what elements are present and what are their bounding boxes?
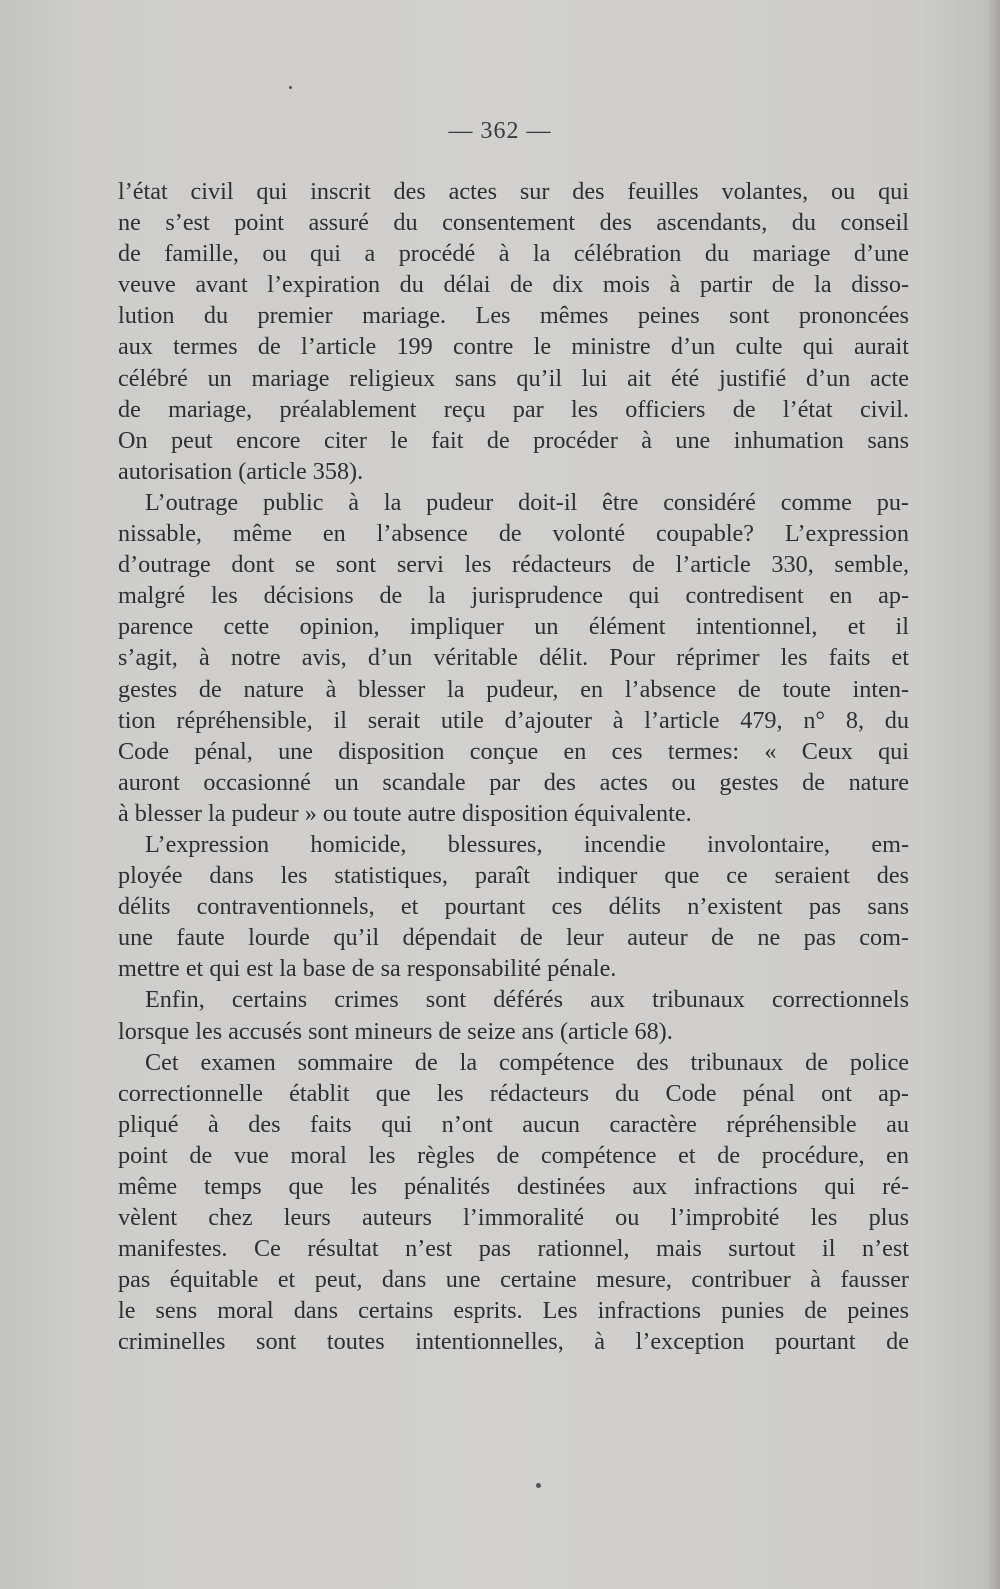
text-line: pliqué à des faits qui n’ont aucun caractère répréhensible au — [118, 1110, 909, 1138]
text-line: lorsque les accusés sont mineurs de seize ans (article 68). — [118, 1017, 673, 1045]
text-line: malgré les décisions de la jurisprudence qui contredisent en ap- — [118, 582, 909, 610]
text-line: manifestes. Ce résultat n’est pas rationnel, mais surtout il n’est — [118, 1235, 909, 1263]
text-line: nissable, même en l’absence de volonté coupable? L’expression — [118, 520, 909, 548]
text-line: veuve avant l’expiration du délai de dix mois à partir de la disso- — [118, 271, 909, 299]
text-line: correctionnelle établit que les rédacteurs du Code pénal ont ap- — [118, 1079, 909, 1107]
ink-speck — [536, 1483, 541, 1488]
text-line: gestes de nature à blesser la pudeur, en l’absence de toute inten- — [118, 675, 909, 703]
text-line: autorisation (article 358). — [118, 457, 364, 485]
text-line: s’agit, à notre avis, d’un véritable délit. Pour réprimer les faits et — [118, 644, 909, 672]
text-line: pas équitable et peut, dans une certaine mesure, contribuer à fausser — [118, 1266, 909, 1294]
text-line: de famille, ou qui a procédé à la célébration du mariage d’une — [118, 240, 909, 268]
text-line: criminelles sont toutes intentionnelles, à l’exception pourtant de — [118, 1328, 909, 1356]
text-line: célébré un mariage religieux sans qu’il lui ait été justifié d’un acte — [118, 364, 909, 392]
text-line: Enfin, certains crimes sont déférés aux tribunaux correctionnels — [145, 986, 909, 1014]
page-edge-shadow — [986, 0, 1000, 1589]
body-text — [118, 176, 909, 1358]
text-line: L’outrage public à la pudeur doit-il être considéré comme pu- — [145, 488, 909, 516]
text-line: auront occasionné un scandale par des actes ou gestes de nature — [118, 768, 909, 796]
text-line: de mariage, préalablement reçu par les officiers de l’état civil. — [118, 395, 909, 423]
page-number: — 362 — — [448, 118, 552, 144]
text-line: tion répréhensible, il serait utile d’ajouter à l’article 479, n° 8, du — [118, 706, 909, 734]
text-line: délits contraventionnels, et pourtant ces délits n’existent pas sans — [118, 893, 909, 921]
text-line: Cet examen sommaire de la compétence des tribunaux de police — [145, 1048, 909, 1076]
text-line: ployée dans les statistiques, paraît indiquer que ce seraient des — [118, 862, 909, 890]
text-line: aux termes de l’article 199 contre le ministre d’un culte qui aurait — [118, 333, 909, 361]
text-line: l’état civil qui inscrit des actes sur des feuilles volantes, ou qui — [118, 178, 909, 205]
text-line: vèlent chez leurs auteurs l’immoralité ou l’improbité les plus — [118, 1204, 909, 1232]
ink-speck — [289, 86, 292, 89]
text-line: une faute lourde qu’il dépendait de leur auteur de ne pas com- — [118, 924, 909, 952]
text-line: mettre et qui est la base de sa responsabilité pénale. — [118, 955, 617, 983]
text-line: à blesser la pudeur » ou toute autre disposition équivalente. — [118, 799, 692, 827]
text-line: ne s’est point assuré du consentement des ascendants, du conseil — [118, 209, 909, 237]
text-line: parence cette opinion, impliquer un élément intentionnel, et il — [118, 613, 909, 641]
text-line: d’outrage dont se sont servi les rédacteurs de l’article 330, semble, — [118, 551, 909, 579]
text-line: point de vue moral les règles de compétence et de procédure, en — [118, 1141, 909, 1169]
text-line: L’expression homicide, blessures, incendie involontaire, em- — [145, 830, 909, 858]
text-line: le sens moral dans certains esprits. Les infractions punies de peines — [118, 1297, 909, 1325]
text-line: même temps que les pénalités destinées aux infractions qui ré- — [118, 1173, 909, 1200]
text-line: On peut encore citer le fait de procéder à une inhumation sans — [118, 426, 909, 454]
text-line: Code pénal, une disposition conçue en ces termes: « Ceux qui — [118, 737, 909, 765]
text-line: lution du premier mariage. Les mêmes peines sont prononcées — [118, 302, 909, 330]
